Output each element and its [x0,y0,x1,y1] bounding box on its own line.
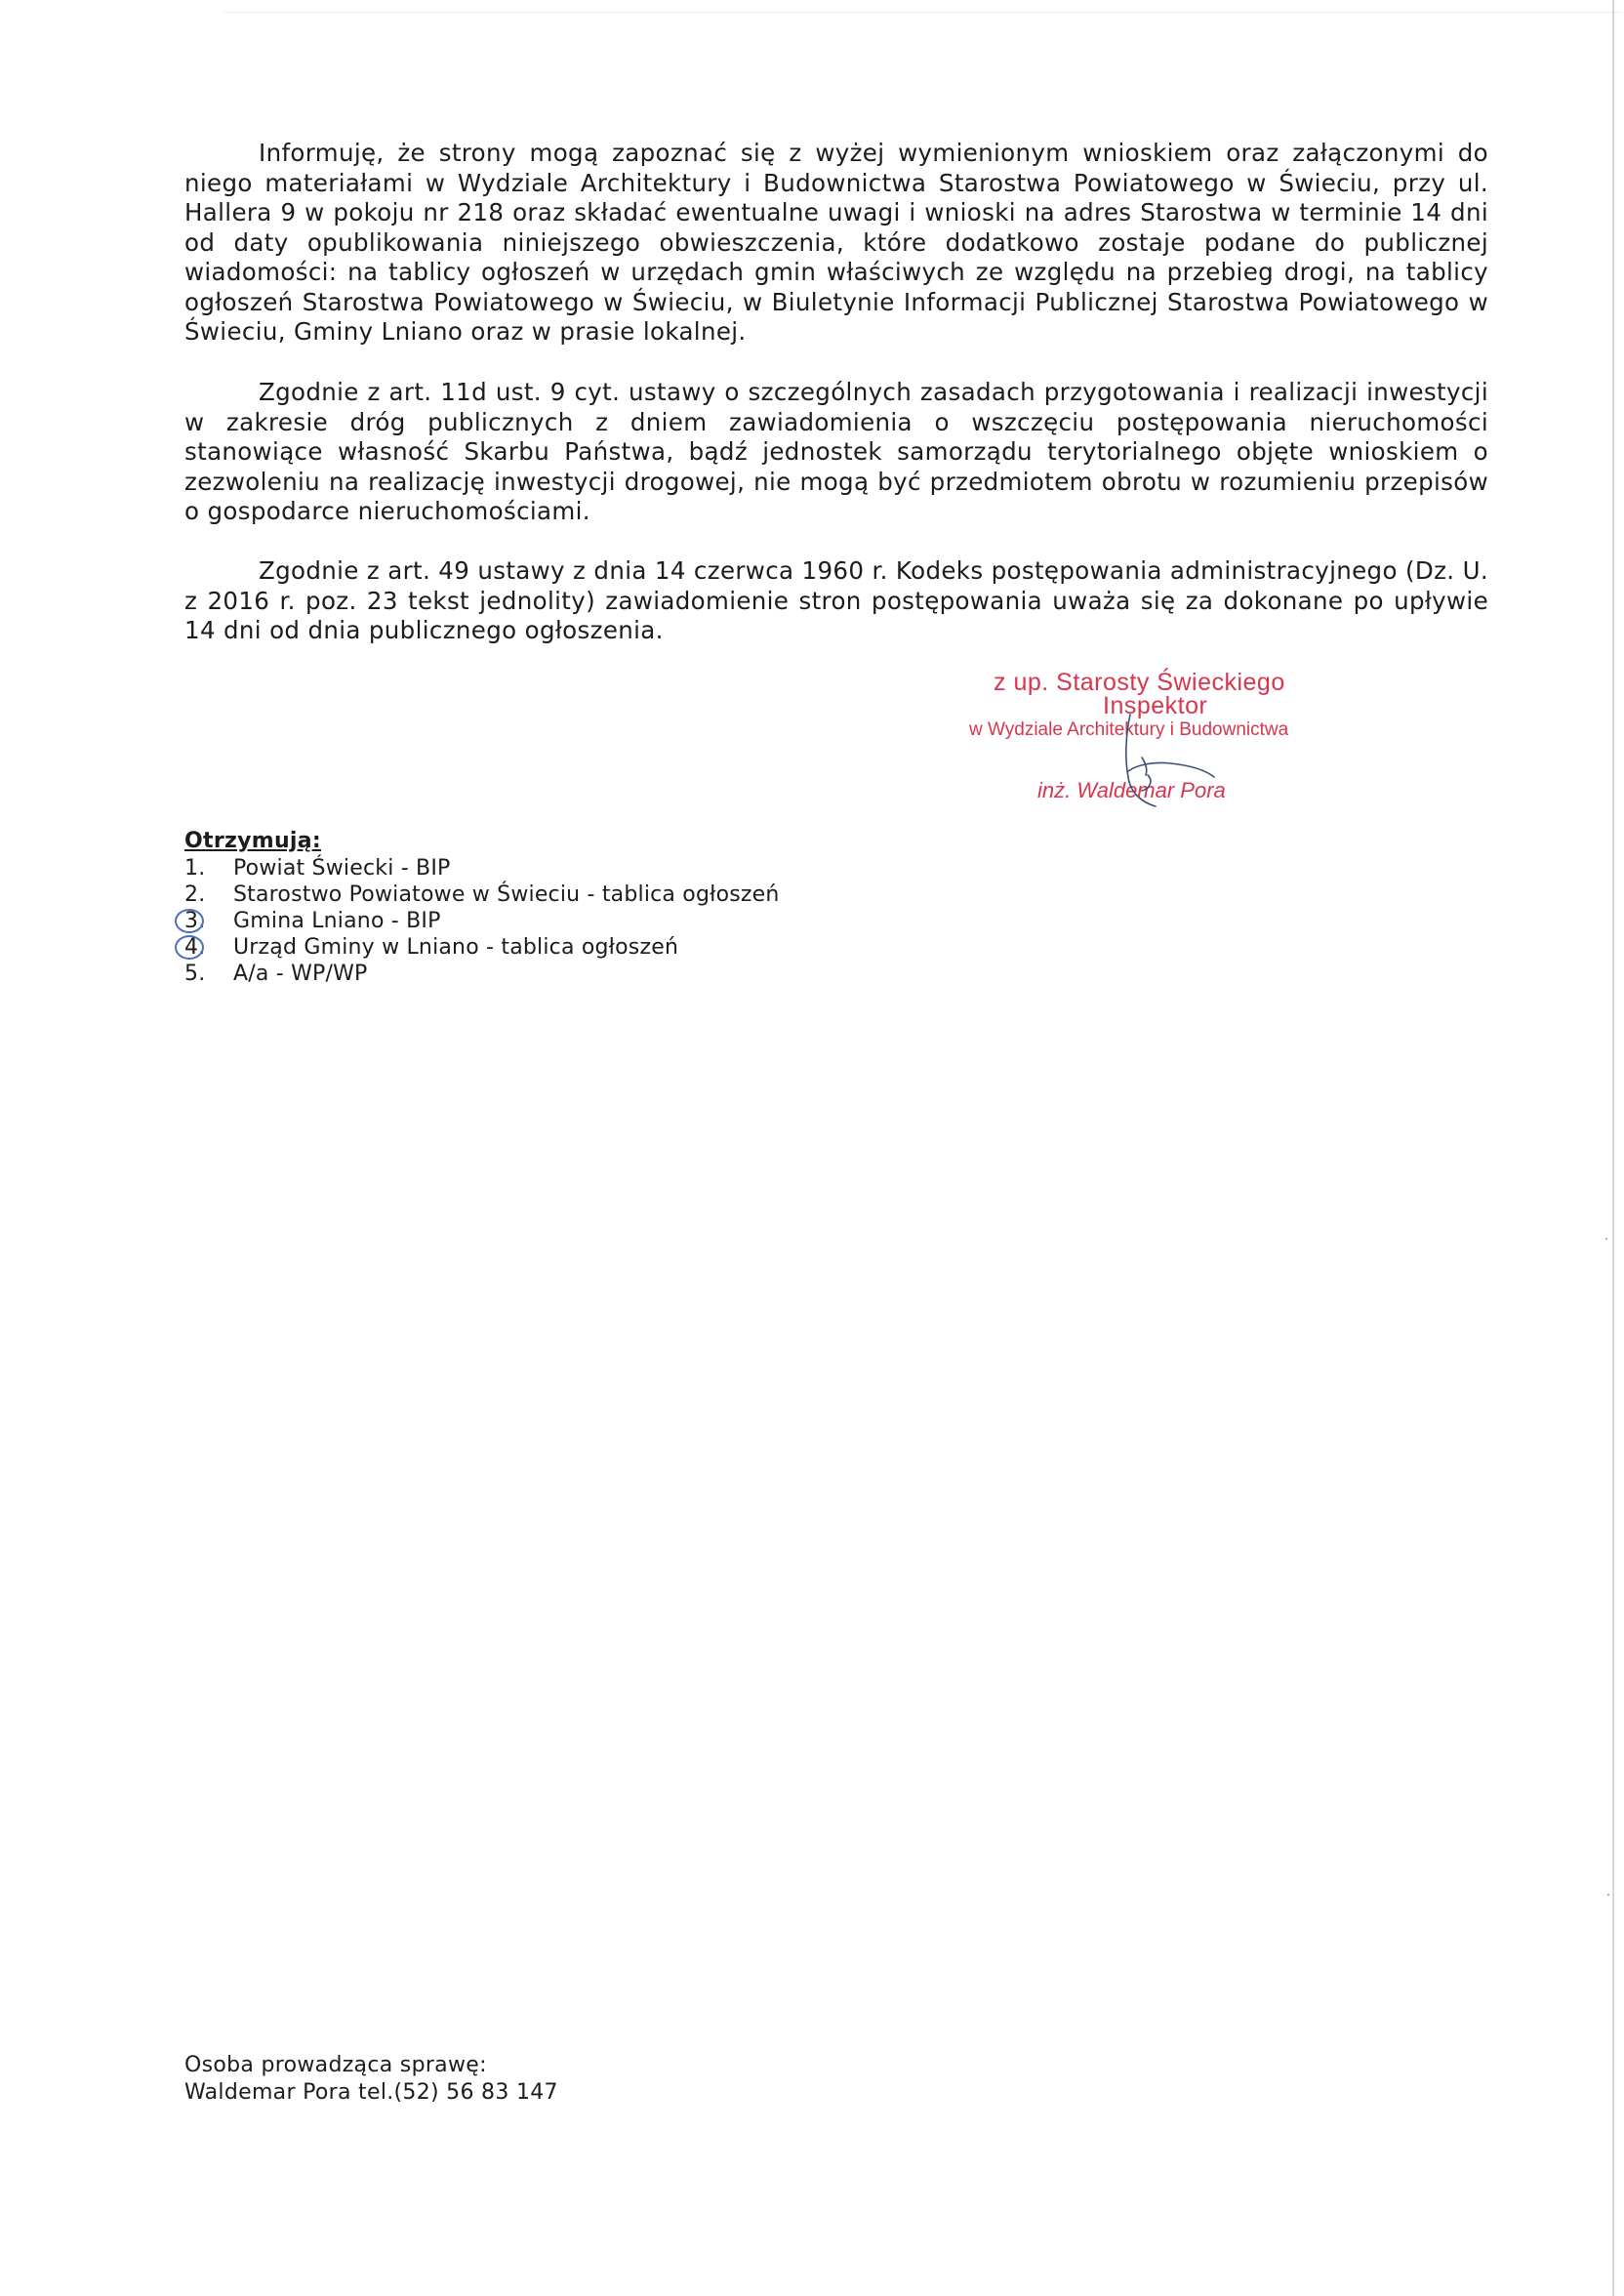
recipient-text: Urząd Gminy w Lniano - tablica ogłoszeń [233,935,679,960]
scan-speck [1605,1238,1607,1240]
recipients-heading: Otrzymują: [184,829,321,853]
scan-speck [1607,1894,1609,1896]
recipient-number: 3. [184,909,206,933]
recipient-number: 2. [184,882,206,907]
page-right-edge [1612,0,1614,2296]
recipient-item [184,961,780,987]
case-officer-block [184,2052,558,2107]
stamp-department-line: w Wydziale Architektury i Budownictwa [969,719,1289,740]
handwritten-circle-mark [175,935,204,960]
recipient-number: 4. [184,935,206,960]
recipient-item [184,855,780,882]
recipient-item [184,882,780,908]
paragraph-art-11d [184,378,1488,527]
recipient-text: Powiat Świecki - BIP [233,856,451,881]
paragraph-art-49 [184,556,1488,646]
handwritten-circle-mark [175,909,204,933]
case-officer-label: Osoba prowadząca sprawę: [184,2053,487,2077]
recipient-text: A/a - WP/WP [233,962,368,986]
stamp-name-line: inż. Waldemar Pora [1037,778,1226,802]
recipient-text: Starostwo Powiatowe w Świeciu - tablica ogłoszeń [233,882,780,907]
recipient-number: 5. [184,962,206,986]
paragraph-text: Zgodnie z art. 11d ust. 9 cyt. ustawy o szczególnych zasadach przygotowania i realizacji inwestycji w zakresie dróg publicznych z dniem zawiadomienia o wszczęciu postępowania nieruchomości stanowiące własność Skarbu Państwa, bądź jednostek samorządu terytorialnego objęte wnioskiem o zezwoleniu na realizację inwestycji drogowej, nie mogą być przedmiotem obrotu w rozumieniu przepisów o gospodarce nieruchomościami. [184,378,1488,525]
recipients-list [184,855,780,987]
page-top-edge [224,12,1620,13]
case-officer-contact: Waldemar Pora tel.(52) 56 83 147 [184,2080,558,2105]
recipient-number: 1. [184,856,206,881]
paragraph-information [184,139,1488,348]
paragraph-text: Informuję, że strony mogą zapoznać się z wyżej wymienionym wnioskiem oraz załączonymi do niego materiałami w Wydziale Architektury i Budownictwa Starostwa Powiatowego w Świeciu, przy ul. Hallera 9 w pokoju nr 218 oraz składać ewentualne uwagi i wnioski na adres Starostwa w terminie 14 dni od daty opublikowania niniejszego obwieszczenia, które dodatkowo zostaje podane do publicznej wiadomości: na tablicy ogłoszeń w urzędach gmin właściwych ze względu na przebieg drogi, na tablicy ogłoszeń Starostwa Powiatowego w Świeciu, w Biuletynie Informacji Publicznej Starostwa Powiatowego w Świeciu, Gminy Lniano oraz w prasie lokalnej. [184,139,1488,346]
stamp-position-line: Inspektor [1103,692,1208,719]
paragraph-text: Zgodnie z art. 49 ustawy z dnia 14 czerwca 1960 r. Kodeks postępowania administracyjnego (Dz. U. z 2016 r. poz. 23 tekst jednolity) zawiadomienie stron postępowania uważa się za dokonane po upływie 14 dni od dnia publicznego ogłoszenia. [184,556,1488,644]
recipient-text: Gmina Lniano - BIP [233,909,441,933]
recipient-item [184,908,780,934]
recipient-item [184,934,780,961]
handwritten-signature [1113,713,1230,840]
stamp-authority-line: z up. Starosty Świeckiego [994,669,1285,696]
